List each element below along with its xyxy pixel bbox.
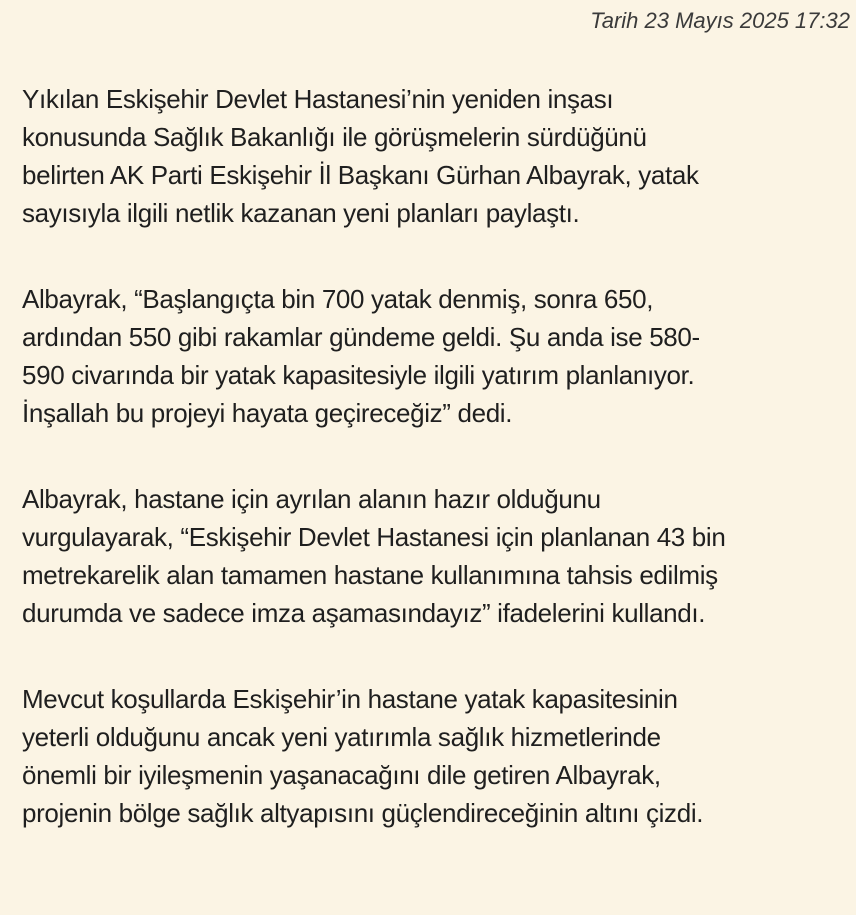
paragraph-line: Mevcut koşullarda Eskişehir’in hastane yatak kapasitesinin bbox=[22, 684, 678, 714]
paragraph-line: belirten AK Parti Eskişehir İl Başkanı Gürhan Albayrak, yatak bbox=[22, 160, 699, 190]
paragraph-line: Yıkılan Eskişehir Devlet Hastanesi’nin yeniden inşası bbox=[22, 84, 614, 114]
paragraph-line: vurgulayarak, “Eskişehir Devlet Hastanesi için planlanan 43 bin bbox=[22, 522, 726, 552]
article-paragraph bbox=[22, 680, 840, 832]
article-paragraph bbox=[22, 480, 840, 632]
paragraph-line: 590 civarında bir yatak kapasitesiyle ilgili yatırım planlanıyor. bbox=[22, 360, 695, 390]
article-paragraph bbox=[22, 280, 840, 432]
paragraph-line: İnşallah bu projeyi hayata geçireceğiz” dedi. bbox=[22, 398, 513, 428]
paragraph-line: Albayrak, “Başlangıçta bin 700 yatak denmiş, sonra 650, bbox=[22, 284, 654, 314]
publish-date: Tarih 23 Mayıs 2025 17:32 bbox=[590, 8, 850, 33]
paragraph-line: metrekarelik alan tamamen hastane kullanımına tahsis edilmiş bbox=[22, 560, 718, 590]
paragraph-line: konusunda Sağlık Bakanlığı ile görüşmelerin sürdüğünü bbox=[22, 122, 647, 152]
paragraph-line: Albayrak, hastane için ayrılan alanın hazır olduğunu bbox=[22, 484, 601, 514]
paragraph-line: ardından 550 gibi rakamlar gündeme geldi. Şu anda ise 580- bbox=[22, 322, 700, 352]
paragraph-line: sayısıyla ilgili netlik kazanan yeni planları paylaştı. bbox=[22, 198, 580, 228]
article-paragraph bbox=[22, 80, 840, 232]
paragraph-line: projenin bölge sağlık altyapısını güçlendireceğinin altını çizdi. bbox=[22, 798, 704, 828]
paragraph-line: önemli bir iyileşmenin yaşanacağını dile getiren Albayrak, bbox=[22, 760, 661, 790]
paragraph-line: durumda ve sadece imza aşamasındayız” ifadelerini kullandı. bbox=[22, 598, 706, 628]
paragraph-line: yeterli olduğunu ancak yeni yatırımla sağlık hizmetlerinde bbox=[22, 722, 661, 752]
article-body bbox=[22, 80, 840, 832]
